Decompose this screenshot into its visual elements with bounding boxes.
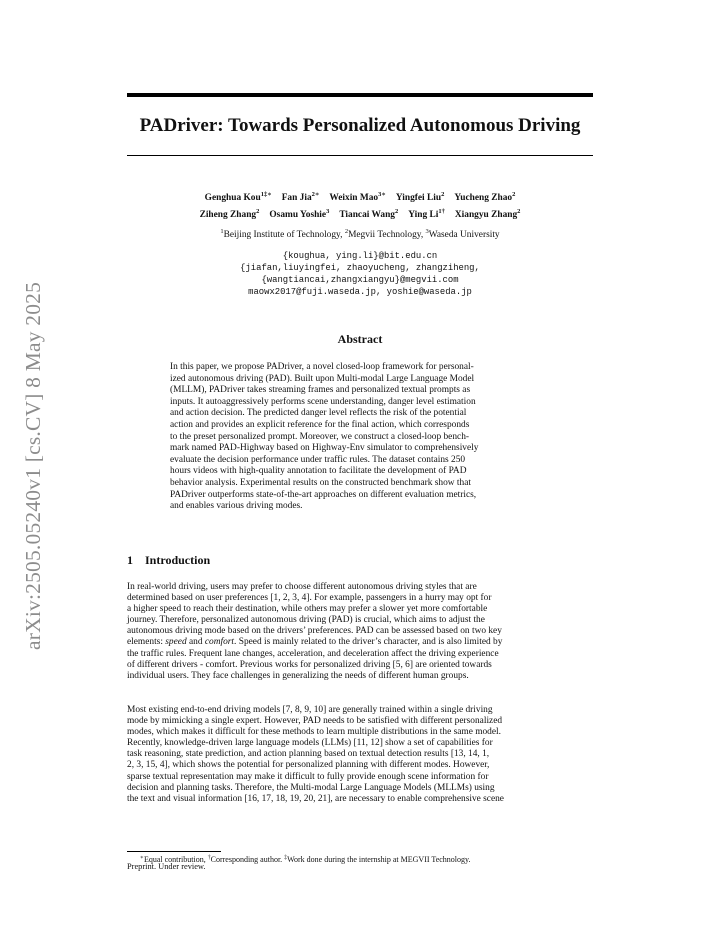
author-name: Fan Jia$^{2∗}$ [281,191,320,203]
paragraph-2 [127,705,593,805]
title-top-rule [127,93,593,97]
abstract-line: (MLLM), PADriver takes streaming frames and personalized textual prompts as [170,385,471,396]
text-line: mode by mimicking a single expert. However, PAD needs to be satisfied with different personalized [127,716,503,727]
text-line: Recently, knowledge-driven large language models (LLMs) [11, 12] show a set of capabilities for [127,738,493,749]
text-line: autonomous driving mode based on the drivers’ preferences. PAD can be assessed based on two key [127,626,502,637]
email-block [127,250,593,298]
text-line: individual users. They face challenges in generalizing the needs of different human groups. [127,670,469,681]
author-name: Yucheng Zhao$^2$ [454,191,516,203]
text-line: journey. Therefore, personalized autonomous driving (PAD) is crucial, which aims to adjust the [127,615,485,626]
email-line: maowx2017@fuji.waseda.jp, yoshie@waseda.jp [248,287,472,297]
section-title: Introduction [145,553,211,567]
paper-title: PADriver: Towards Personalized Autonomous Driving [139,115,581,136]
author-name: Yingfei Liu$^2$ [395,191,445,203]
abstract-line: PADriver outperforms state-of-the-art approaches on different evaluation metrics, [170,489,477,500]
author-block [127,186,593,220]
emphasis-comfort: comfort [204,637,235,648]
affiliation-marker: 2 [344,228,349,235]
author-marker: 2 [517,208,521,215]
text-line: Most existing end-to-end driving models [7, 8, 9, 10] are generally trained within a single driving [127,705,493,715]
author-marker: 2 [256,208,260,215]
text-span: . Speed is mainly related to the driver’s character, and is also limited by [234,637,503,648]
footnote-marker: † [207,855,211,861]
author-marker: 2 [512,191,516,198]
abstract-line: ized autonomous driving (PAD). Built upon Multi-modal Large Language Model [170,373,475,384]
text-line: 2, 3, 15, 4], which shows the potential for personalized planning with different modes. However, [127,760,490,771]
author-name: Ziheng Zhang$^2$ [199,208,260,220]
abstract-line: hours videos with high-quality annotation to facilitate the development of PAD [170,466,467,477]
author-marker: 1‡∗ [260,191,272,198]
footnote-text: Equal contribution, [143,855,208,864]
abstract-text [170,362,553,513]
author-marker: 3∗ [378,191,386,198]
text-line: the text and visual information [16, 17, 18, 19, 20, 21], are necessary to enable comprehensive scene [127,793,504,804]
author-line-1 [127,186,593,203]
section-heading [127,553,210,568]
abstract-line: and enables various driving modes. [170,501,303,512]
affiliation-name: Megvii Technology, [348,230,426,240]
text-line: determined based on user preferences [1, 2, 3, 4]. For example, passengers in a hurry may opt for [127,593,492,604]
footnote-text: Work done during the internship at MEGVII Technology. [287,855,471,864]
paragraph-1 [127,582,593,682]
author-name: Weixin Mao$^{3∗}$ [329,191,386,203]
text-span: elements: [127,637,166,648]
affiliation-marker: 3 [425,228,429,235]
affiliations [127,228,593,240]
text-line: In real-world driving, users may prefer to choose different autonomous driving styles that are [127,582,477,592]
text-line: modes, which makes it difficult for these methods to learn multiple distributions in the same model. [127,727,501,738]
text-line: sparse textual representation may make it difficult to fully provide enough scene information for [127,771,489,782]
abstract-line: action and provides an explicit reference for the final action, which corresponds [170,419,470,430]
abstract-line: and action decision. The predicted danger level reflects the risk of the potential [170,408,467,419]
abstract-line: inputs. It autoaggressively performs scene understanding, danger level estimation [170,396,476,407]
author-marker: 2 [441,191,445,198]
text-span: and [186,637,205,648]
author-marker: 1† [438,208,445,215]
section-number: 1 [127,553,133,567]
affiliation-name: Waseda University [428,230,500,240]
footnote-marker: ‡ [284,855,288,861]
author-marker: 2 [395,208,399,215]
abstract-line: In this paper, we propose PADriver, a novel closed-loop framework for personal- [170,362,474,372]
abstract-line: to the preset personalized prompt. Moreover, we construct a closed-loop bench- [170,431,470,442]
abstract-line: evaluate the decision performance under traffic rules. The dataset contains 250 [170,454,466,465]
preprint-note: Preprint. Under review. [127,862,206,871]
text-line: decision and planning tasks. Therefore, the Multi-modal Large Language Models (MLLMs) using [127,782,495,793]
abstract-heading: Abstract [337,332,383,346]
email-line: {koughua, ying.li}@bit.edu.cn [282,251,438,261]
author-name: Ying $Li^{1\dagger}$ [408,208,445,220]
author-name: Osamu Yoshie$^3$ [269,208,330,220]
author-line-2 [127,203,593,220]
footnote-marker: ∗ [140,855,144,861]
text-line: a higher speed to reach their destination, while others may prefer a slower yet more comfortable [127,604,488,615]
author-marker: 3 [326,208,330,215]
abstract-line: behavior analysis. Experimental results on the constructed benchmark show that [170,477,471,488]
emphasis-speed: speed [165,637,187,648]
footnote-text: Corresponding author. [210,855,285,864]
text-line [127,637,593,648]
affiliation-name: Beijing Institute of Technology, [223,230,345,240]
affiliation-marker: 1 [220,228,224,235]
email-line: {wangtiancai,zhangxiangyu}@megvii.com [261,275,459,285]
text-line: task reasoning, state prediction, and action planning based on textual detection results [13, 14, 1, [127,749,490,760]
abstract-line: mark named PAD-Highway based on Highway-Env simulator to comprehensively [170,443,479,454]
arxiv-watermark: arXiv:2505.05240v1 [cs.CV] 8 May 2025 [21,281,45,650]
author-name: Xiangyu Zhang$^2$ [454,208,521,220]
author-name: Genghua Kou$^{1\ddagger∗}$ [204,191,272,203]
author-name: Tiancai Wang$^2$ [339,208,399,220]
author-marker: 2∗ [311,191,320,198]
text-line: of different drivers - comfort. Previous works for personalized driving [5, 6] are oriented towards [127,659,492,670]
text-line: the traffic rules. Frequent lane changes, acceleration, and deceleration affect the driving experience [127,648,499,659]
email-line: {jiafan,liuyingfei, zhaoyucheng, zhangziheng, [240,263,480,273]
footnote-rule [127,851,221,852]
title-bottom-rule [127,155,593,156]
